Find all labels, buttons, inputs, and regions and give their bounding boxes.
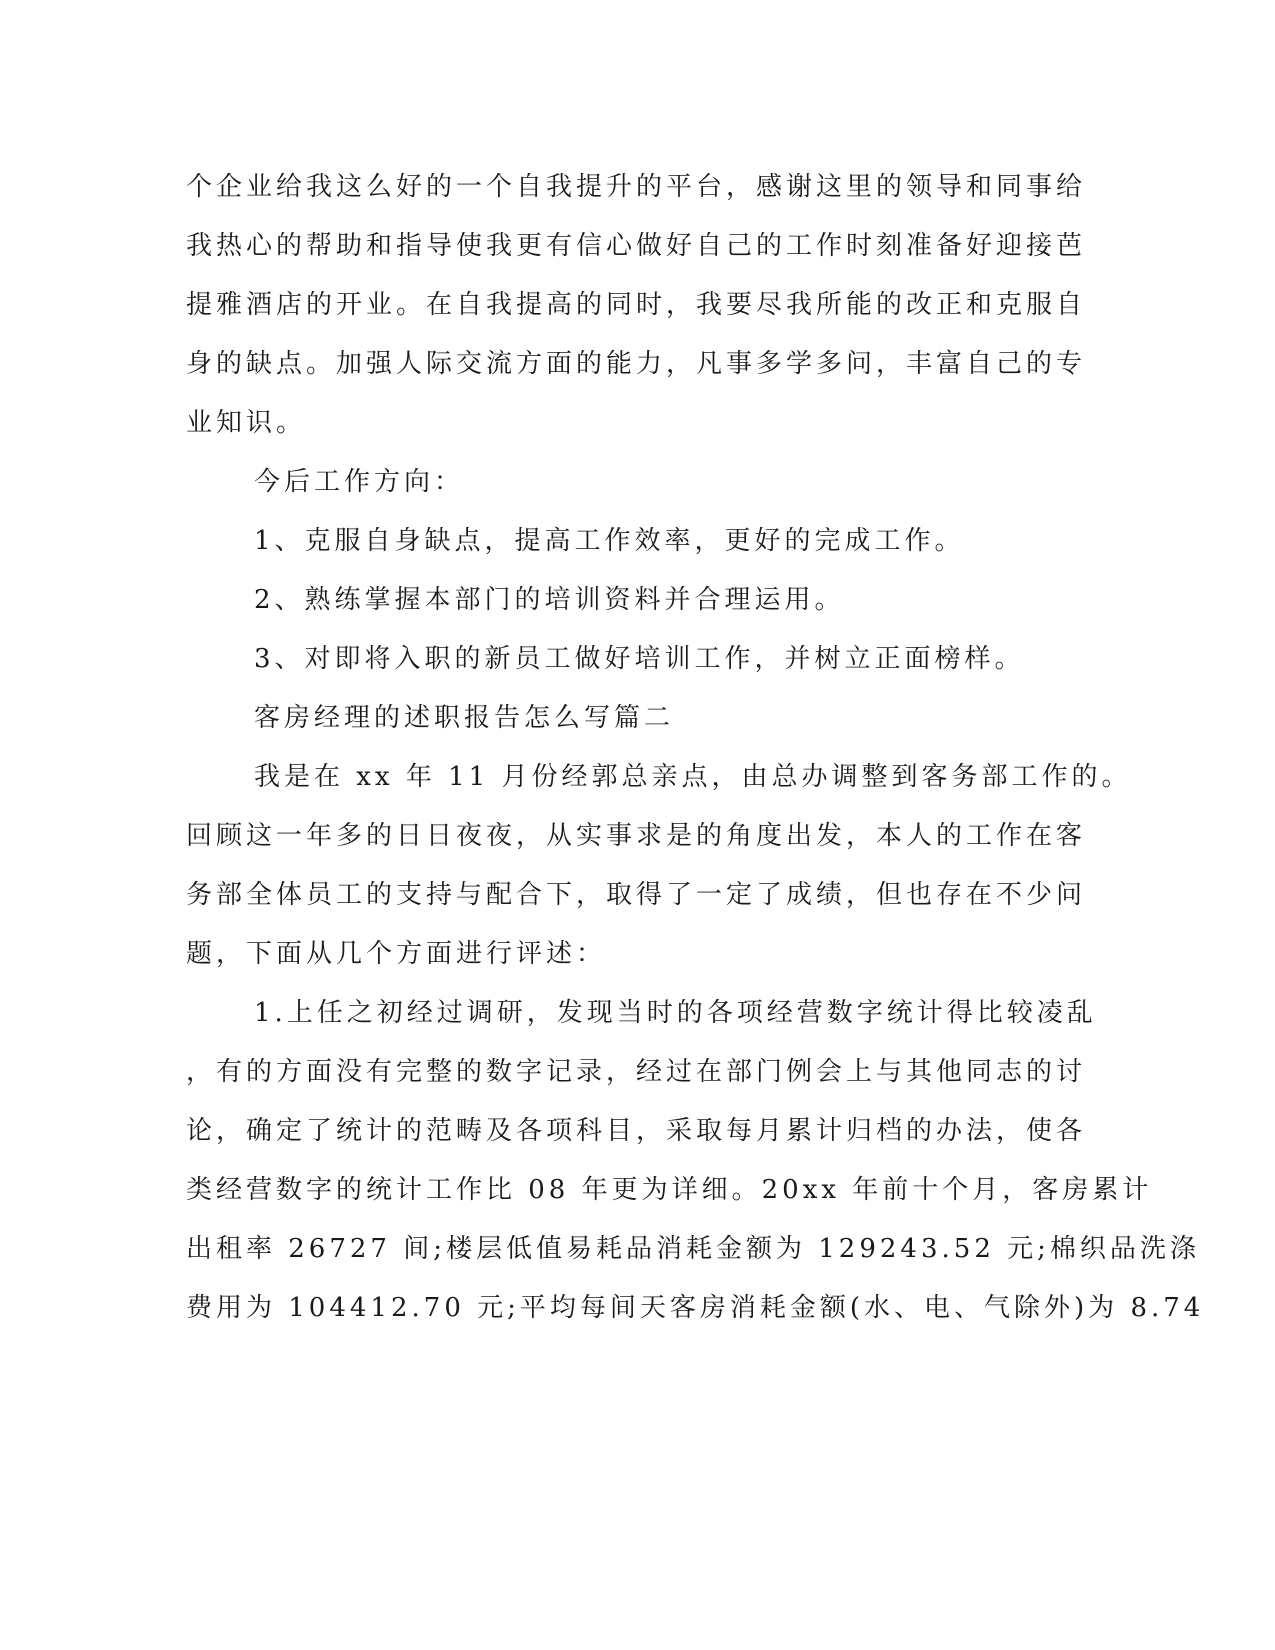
section-title: 客房经理的述职报告怎么写篇二 <box>254 703 675 733</box>
document-body <box>186 158 1205 1338</box>
list-item: 2、熟练掌握本部门的培训资料并合理运用。 <box>254 585 845 615</box>
text-line: 我是在 xx 年 11 月份经郭总亲点，由总办调整到客务部工作的。 <box>254 762 1132 792</box>
text-line: 身的缺点。加强人际交流方面的能力，凡事多学多问，丰富自己的专 <box>186 349 1087 379</box>
text-line: 论，确定了统计的范畴及各项科目，采取每月累计归档的办法，使各 <box>186 1116 1087 1146</box>
text-line: 1.上任之初经过调研，发现当时的各项经营数字统计得比较凌乱 <box>254 998 1097 1028</box>
text-line: 费用为 104412.70 元;平均每间天客房消耗金额(水、电、气除外)为 8.74 <box>186 1293 1205 1323</box>
text-line: 业知识。 <box>186 408 307 438</box>
list-item: 3、对即将入职的新员工做好培训工作，并树立正面榜样。 <box>254 644 1025 674</box>
text-line: 个企业给我这么好的一个自我提升的平台，感谢这里的领导和同事给 <box>186 172 1087 202</box>
section-heading: 今后工作方向： <box>254 467 465 497</box>
text-line: 类经营数字的统计工作比 08 年更为详细。20xx 年前十个月，客房累计 <box>186 1175 1153 1205</box>
text-line: 出租率 26727 间;楼层低值易耗品消耗金额为 129243.52 元;棉织品洗涤 <box>186 1234 1200 1264</box>
list-item: 1、克服自身缺点，提高工作效率，更好的完成工作。 <box>254 526 965 556</box>
text-line: ，有的方面没有完整的数字记录，经过在部门例会上与其他同志的讨 <box>186 1057 1087 1087</box>
text-line: 题，下面从几个方面进行评述： <box>186 939 607 969</box>
text-line: 提雅酒店的开业。在自我提高的同时，我要尽我所能的改正和克服自 <box>186 290 1087 320</box>
text-line: 回顾这一年多的日日夜夜，从实事求是的角度出发，本人的工作在客 <box>186 821 1087 851</box>
text-line: 我热心的帮助和指导使我更有信心做好自己的工作时刻准备好迎接芭 <box>186 231 1087 261</box>
text-line: 务部全体员工的支持与配合下，取得了一定了成绩，但也存在不少问 <box>186 880 1087 910</box>
